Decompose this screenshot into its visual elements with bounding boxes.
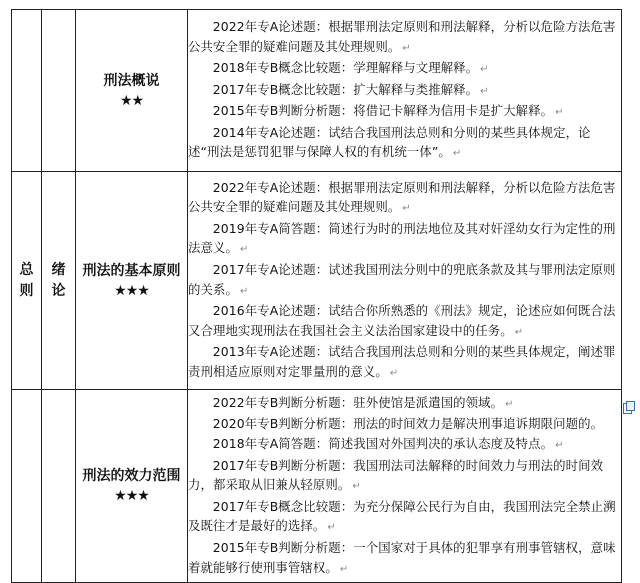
chapter-label-char: 绪 — [51, 261, 66, 278]
paragraph-mark-icon: ↵ — [505, 398, 514, 410]
exam-question-entry: 2022年专A论述题：根据罪刑法定原则和刑法解释，分析以危险方法危害公共安全罪的疑难问题及其处理规则。 ↵ — [188, 179, 616, 215]
paragraph-mark-icon: ↵ — [327, 522, 336, 534]
star-rating: ★★★ — [114, 488, 149, 504]
paragraph-mark-icon: ↵ — [402, 42, 411, 54]
exam-question-entry: 2017年专B概念比较题：为充分保障公民行为自由，我国刑法完全禁止溯及既往才是最好的选择。 ↵ — [188, 498, 616, 534]
exam-question-entry: 2016年专A论述题：试结合你所熟悉的《刑法》规定，论述应如何既合法又合理地实现刑法在我国社会主义法治国家建设中的任务。 ↵ — [188, 303, 616, 338]
topic-name: 刑法的基本原则 — [82, 262, 181, 279]
paragraph-mark-icon: ↵ — [339, 563, 349, 575]
paragraph-mark-icon: ↵ — [555, 440, 564, 452]
paragraph-mark-icon: ↵ — [389, 367, 399, 379]
chapter-label-char: 论 — [51, 282, 66, 299]
content-cell — [188, 390, 622, 583]
star-rating: ★★ — [119, 92, 144, 109]
chapter-label-cell — [42, 172, 76, 390]
topic-cell — [76, 390, 188, 583]
exam-question-entry: 2022年专A论述题：根据罪刑法定原则和刑法解释，分析以危险方法危害公共安全罪的疑难问题及其处理规则。 ↵ — [188, 18, 616, 54]
exam-question-entry: 2018年专B概念比较题：学理解释与文理解释。 ↵ — [212, 60, 489, 76]
chapter-cell — [42, 390, 76, 583]
part-cell — [12, 10, 42, 172]
exam-question-entry: 2020年专B判断分析题：刑法的时间效力是解决刑事追诉期限问题的。 — [212, 416, 604, 432]
topic-cell — [76, 10, 188, 172]
exam-question-entry: 2017年专B概念比较题：扩大解释与类推解释。 ↵ — [212, 81, 489, 97]
exam-question-entry: 2018年专A简答题：简述我国对外国判决的承认态度及特点。 ↵ — [212, 436, 564, 452]
star-rating: ★★★ — [114, 282, 149, 299]
table-row — [12, 390, 622, 583]
part-label-cell — [12, 172, 42, 390]
chapter-cell — [42, 10, 76, 172]
paste-options-icon[interactable] — [623, 401, 635, 414]
topic-name: 刑法概说 — [103, 72, 160, 89]
exam-question-entry: 2014年专A论述题：试结合我国刑法总则和分则的某些具体规定，论述“刑法是惩罚犯罪与保障人权的有机统一体”。 ↵ — [188, 124, 591, 160]
table-row — [12, 10, 622, 172]
paragraph-mark-icon: ↵ — [352, 481, 361, 493]
syllabus-table — [11, 9, 622, 583]
content-cell — [188, 172, 622, 390]
topic-name: 刑法的效力范围 — [82, 468, 181, 484]
paragraph-mark-icon: ↵ — [555, 107, 564, 119]
table-row — [12, 172, 622, 390]
exam-question-entry: 2013年专A论述题：试结合我国刑法总则和分则的某些具体规定，阐述罪责刑相适应原则对定罪量刑的意义。 ↵ — [188, 344, 616, 379]
exam-question-entry: 2015年专B判断分析题：一个国家对于具体的犯罪享有刑事管辖权，意味着就能够行使刑事管辖权。 ↵ — [188, 539, 616, 575]
content-cell — [188, 10, 622, 172]
topic-cell — [76, 172, 188, 390]
part-cell — [12, 390, 42, 583]
exam-question-entry: 2017年专B判断分析题：我国刑法司法解释的时间效力与刑法的时间效力，都采取从旧兼从轻原则。 ↵ — [188, 457, 604, 493]
paragraph-mark-icon: ↵ — [480, 85, 489, 97]
exam-question-entry: 2019年专A简答题：简述行为时的刑法地位及其对奸淫幼女行为定性的刑法意义。 ↵ — [188, 220, 616, 256]
part-label-char: 则 — [19, 282, 34, 299]
exam-question-entry: 2015年专B判断分析题：将借记卡解释为信用卡是扩大解释。 ↵ — [212, 103, 564, 119]
paragraph-mark-icon: ↵ — [402, 203, 411, 215]
paragraph-mark-icon: ↵ — [452, 148, 462, 160]
exam-question-entry: 2022年专B判断分析题：驻外使馆是派遣国的领域。 ↵ — [212, 394, 514, 410]
paragraph-mark-icon: ↵ — [480, 64, 489, 76]
part-label-char: 总 — [19, 261, 34, 278]
paragraph-mark-icon: ↵ — [239, 244, 249, 256]
paragraph-mark-icon: ↵ — [239, 285, 249, 297]
paragraph-mark-icon: ↵ — [514, 326, 524, 338]
exam-question-entry: 2017年专A论述题：试述我国刑法分则中的兜底条款及其与罪刑法定原则的关系。 ↵ — [188, 261, 616, 297]
